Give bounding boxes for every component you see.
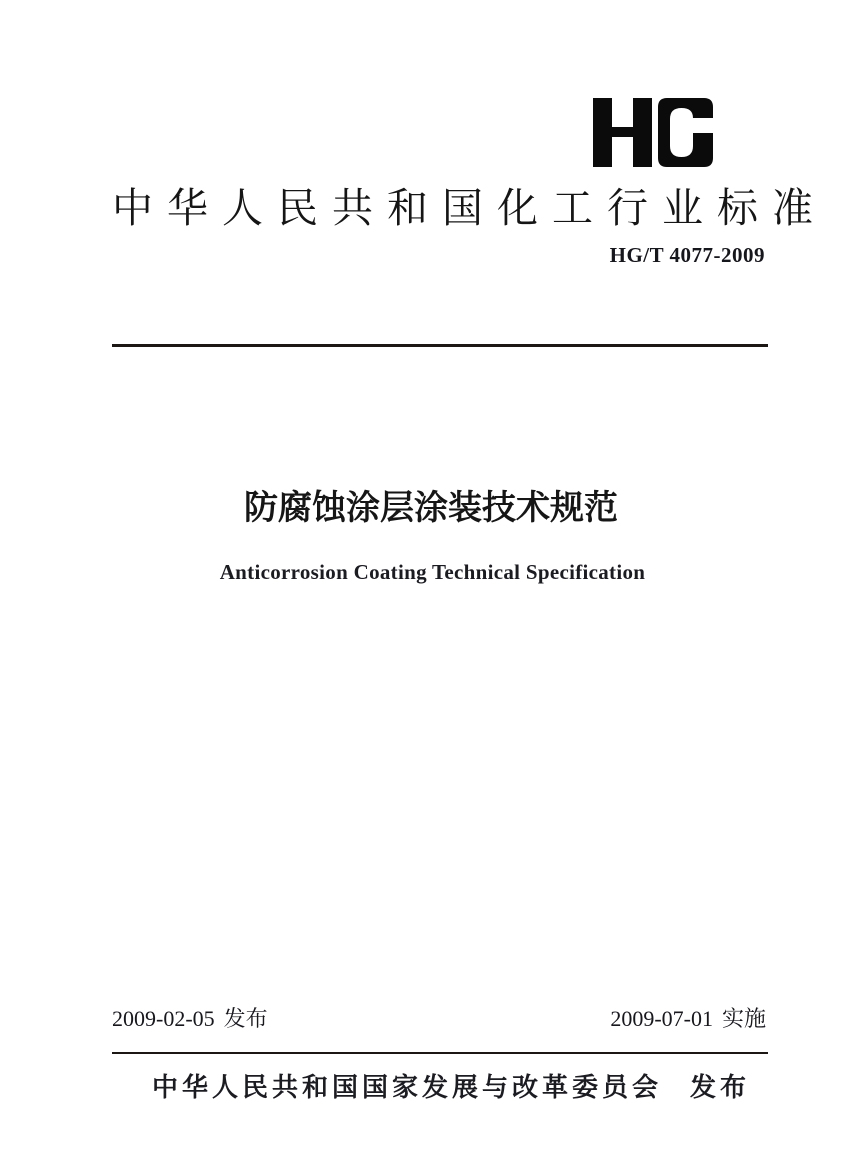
publisher-name: 中华人民共和国国家发展与改革委员会 [152, 1072, 663, 1102]
publisher-line [152, 1071, 750, 1103]
implementation-date-value: 2009-07-01 [610, 1006, 713, 1031]
title-chinese: 防腐蚀涂层涂装技术规范 [244, 489, 618, 527]
standard-number: HG/T 4077-2009 [609, 243, 765, 267]
issue-date-label: 发布 [223, 1006, 268, 1031]
hg-logo-g-glyph [658, 98, 713, 167]
date-row [112, 1005, 766, 1032]
publisher-action: 发布 [690, 1072, 751, 1102]
standard-category-heading: 中华人民共和国化工行业标准 [112, 185, 827, 231]
issue-date-value: 2009-02-05 [112, 1006, 215, 1031]
hg-logo-h-right-stem [633, 98, 652, 167]
top-rule [112, 344, 768, 347]
issue-date [112, 1005, 268, 1032]
implementation-date [610, 1005, 766, 1032]
hg-logo-h-crossbar [610, 127, 635, 137]
hg-logo [593, 98, 713, 167]
title-english: Anticorrosion Coating Technical Specification [219, 560, 646, 584]
implementation-date-label: 实施 [721, 1006, 766, 1031]
hg-logo-h-left-stem [593, 98, 612, 167]
bottom-rule [112, 1052, 768, 1054]
